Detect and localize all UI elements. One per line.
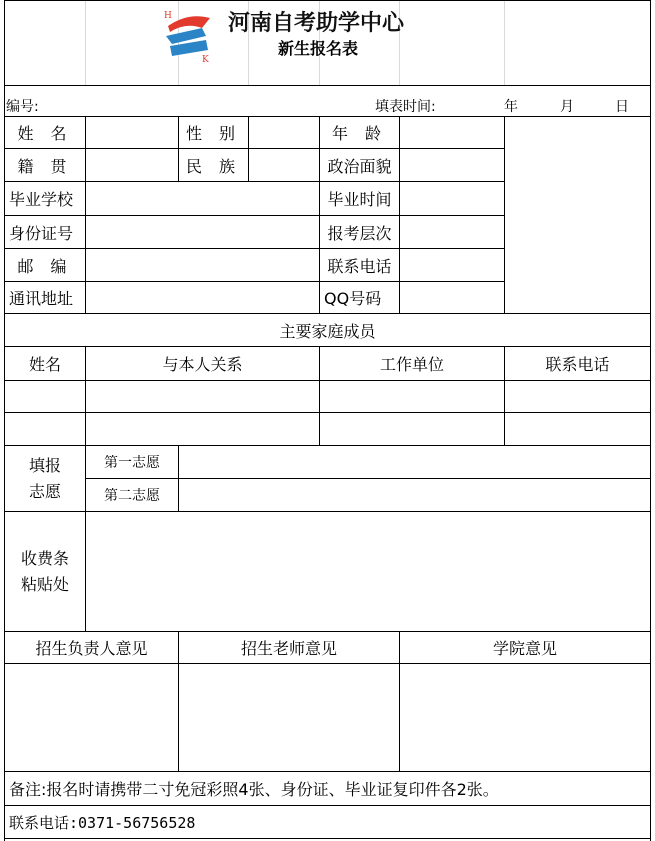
family-row-2-phone[interactable]	[505, 413, 650, 445]
number-label: 编号:	[6, 99, 39, 115]
opinion-header-college: 学院意见	[492, 639, 557, 658]
input-second-wish[interactable]	[179, 479, 650, 511]
input-first-wish[interactable]	[179, 446, 650, 478]
logo-letter-k: K	[202, 55, 209, 62]
label-gender: 性 别	[185, 124, 242, 143]
input-age[interactable]	[400, 117, 504, 148]
year-label: 年	[504, 99, 518, 115]
label-native-place: 籍 贯	[17, 156, 73, 176]
input-postcode[interactable]	[86, 249, 319, 281]
label-age: 年 龄	[331, 124, 388, 143]
label-first-wish: 第一志愿	[104, 455, 160, 471]
input-name[interactable]	[86, 117, 178, 148]
label-political-status: 政治面貌	[327, 156, 392, 176]
label-postcode: 邮 编	[17, 256, 73, 276]
receipt-label-line1: 收费条	[20, 548, 69, 568]
family-header-name: 姓名	[28, 355, 61, 374]
receipt-label-line2: 粘贴处	[20, 574, 69, 594]
org-name: 河南自考助学中心	[228, 10, 405, 36]
label-address: 通讯地址	[9, 289, 74, 308]
family-row-2-relation[interactable]	[86, 413, 319, 445]
input-gender[interactable]	[249, 117, 319, 148]
day-label: 日	[615, 99, 629, 115]
input-graduated-school[interactable]	[86, 182, 319, 215]
label-id-number: 身份证号	[9, 223, 74, 243]
family-row-1-phone[interactable]	[505, 381, 650, 412]
receipt-paste-area[interactable]	[86, 512, 650, 631]
family-row-1-name[interactable]	[5, 381, 85, 412]
input-native-place[interactable]	[86, 149, 178, 181]
month-label: 月	[560, 99, 574, 115]
input-id-number[interactable]	[86, 216, 319, 248]
wishes-label-line1: 填报	[28, 455, 61, 475]
photo-area[interactable]	[505, 117, 650, 313]
input-ethnicity[interactable]	[249, 149, 319, 181]
logo	[162, 6, 214, 62]
form-title: 新生报名表	[278, 39, 359, 58]
input-qq[interactable]	[400, 282, 504, 313]
opinion-header-director: 招生负责人意见	[35, 639, 148, 658]
opinion-director-area[interactable]	[5, 664, 178, 771]
input-address[interactable]	[86, 282, 319, 313]
input-graduation-time[interactable]	[400, 182, 504, 215]
family-row-2-workplace[interactable]	[320, 413, 504, 445]
footer-contact: 联系电话:0371-56756528	[9, 813, 196, 832]
family-section-title: 主要家庭成员	[279, 321, 376, 341]
label-ethnicity: 民 族	[185, 156, 242, 176]
wishes-label-line2: 志愿	[28, 481, 61, 501]
input-political-status[interactable]	[400, 149, 504, 181]
label-second-wish: 第二志愿	[104, 488, 160, 504]
label-name: 姓 名	[17, 124, 73, 143]
opinion-header-teacher: 招生老师意见	[240, 639, 337, 658]
date-label: 填表时间:	[375, 99, 436, 115]
label-phone: 联系电话	[327, 256, 392, 276]
wishes-label	[5, 446, 85, 511]
label-graduated-school: 毕业学校	[9, 190, 74, 209]
opinion-teacher-area[interactable]	[179, 664, 399, 771]
receipt-label	[5, 512, 85, 631]
family-row-2-name[interactable]	[5, 413, 85, 445]
family-header-phone: 联系电话	[545, 355, 610, 374]
family-header-relation: 与本人关系	[162, 355, 243, 374]
label-apply-level: 报考层次	[327, 223, 392, 243]
logo-letter-h: H	[164, 11, 172, 21]
family-row-1-relation[interactable]	[86, 381, 319, 412]
family-row-1-workplace[interactable]	[320, 381, 504, 412]
family-header-workplace: 工作单位	[379, 355, 444, 374]
opinion-college-area[interactable]	[400, 664, 650, 771]
label-graduation-time: 毕业时间	[327, 190, 392, 209]
input-phone[interactable]	[400, 249, 504, 281]
label-qq: QQ号码	[324, 289, 382, 308]
footer-note: 备注:报名时请携带二寸免冠彩照4张、身份证、毕业证复印件各2张。	[9, 780, 499, 799]
input-apply-level[interactable]	[400, 216, 504, 248]
